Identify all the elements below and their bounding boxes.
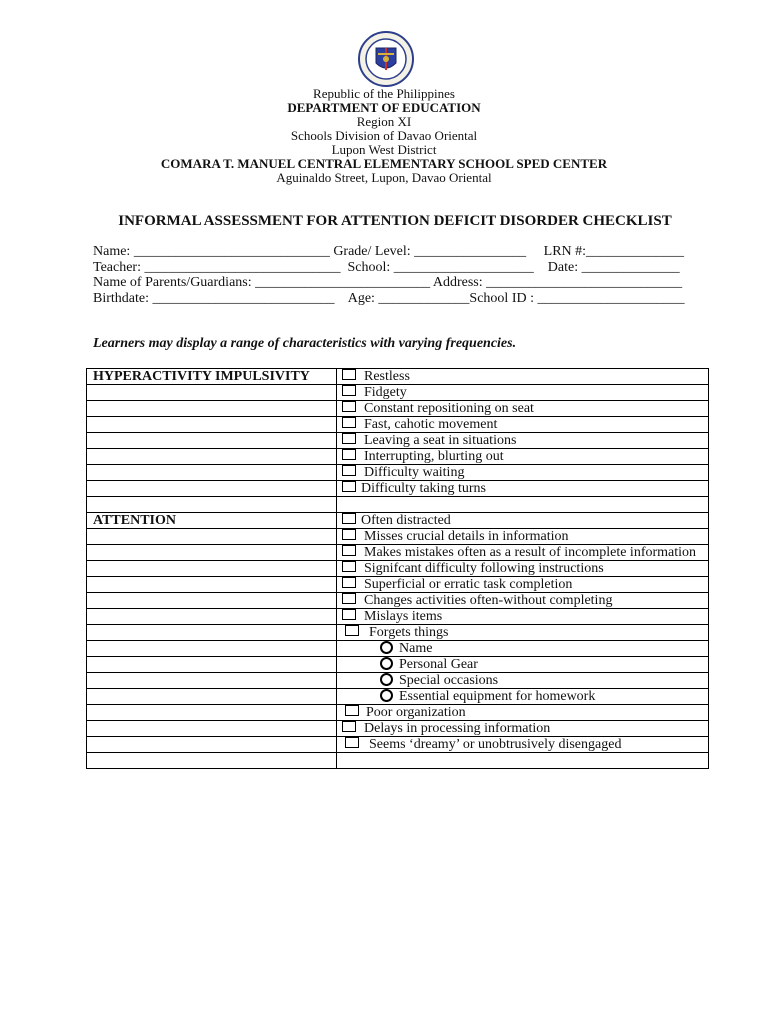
checkbox-icon[interactable] <box>342 545 356 556</box>
checkbox-icon[interactable] <box>342 513 356 524</box>
checkbox-icon[interactable] <box>345 737 359 748</box>
table-row <box>87 433 709 449</box>
teacher-school-date-line[interactable]: Teacher: ____________________________ School: ____________________ Date: ______________ <box>93 259 680 275</box>
checkbox-icon[interactable] <box>342 609 356 620</box>
table-row <box>87 577 709 593</box>
table-row <box>87 545 709 561</box>
checkbox-icon[interactable] <box>342 417 356 428</box>
checkbox-icon[interactable] <box>342 529 356 540</box>
list-item[interactable]: Superficial or erratic task completion <box>337 577 709 593</box>
table-row <box>87 513 709 529</box>
table-row <box>87 401 709 417</box>
deped-seal-logo <box>357 30 415 88</box>
table-row <box>87 497 709 513</box>
region-line: Region XI <box>356 114 412 129</box>
school-name: COMARA T. MANUEL CENTRAL ELEMENTARY SCHOOL SPED CENTER <box>160 156 608 171</box>
checkbox-icon[interactable] <box>342 593 356 604</box>
table-row <box>87 529 709 545</box>
checkbox-icon[interactable] <box>342 385 356 396</box>
checkbox-icon[interactable] <box>342 369 356 380</box>
list-item[interactable]: Fidgety <box>337 385 709 401</box>
sub-list-item[interactable]: Personal Gear <box>337 657 709 673</box>
list-item[interactable]: Constant repositioning on seat <box>337 401 709 417</box>
list-item[interactable]: Signifcant difficulty following instructions <box>337 561 709 577</box>
list-item[interactable]: Restless <box>337 369 709 385</box>
list-item[interactable]: Often distracted <box>337 513 709 529</box>
list-item[interactable]: Makes mistakes often as a result of incomplete information <box>337 545 709 561</box>
checkbox-icon[interactable] <box>342 449 356 460</box>
birthdate-age-schoolid-line[interactable]: Birthdate: __________________________ Age: _____________School ID : _____________________ <box>93 290 685 306</box>
list-item[interactable]: Difficulty waiting <box>337 465 709 481</box>
district-line: Lupon West District <box>331 142 437 157</box>
checkbox-icon[interactable] <box>342 401 356 412</box>
checkbox-icon[interactable] <box>342 561 356 572</box>
table-row <box>87 449 709 465</box>
table-row <box>87 689 709 705</box>
list-item[interactable]: Seems ‘dreamy’ or unobtrusively disengaged <box>337 737 709 753</box>
table-row <box>87 561 709 577</box>
radio-circle-icon[interactable] <box>380 657 393 670</box>
intro-text: Learners may display a range of characteristics with varying frequencies. <box>93 336 517 351</box>
table-row <box>87 673 709 689</box>
document-title: INFORMAL ASSESSMENT FOR ATTENTION DEFICIT DISORDER CHECKLIST <box>118 213 672 229</box>
school-address: Aguinaldo Street, Lupon, Davao Oriental <box>276 170 492 185</box>
list-item[interactable]: Delays in processing information <box>337 721 709 737</box>
table-row <box>87 705 709 721</box>
division-line: Schools Division of Davao Oriental <box>290 128 478 143</box>
department-line: DEPARTMENT OF EDUCATION <box>287 100 481 115</box>
table-row <box>87 657 709 673</box>
list-item[interactable]: Poor organization <box>337 705 709 721</box>
category-hyperactivity: HYPERACTIVITY IMPULSIVITY <box>87 369 337 385</box>
list-item[interactable]: Difficulty taking turns <box>337 481 709 497</box>
list-item[interactable]: Fast, cahotic movement <box>337 417 709 433</box>
list-item[interactable]: Forgets things <box>337 625 709 641</box>
letterhead <box>0 87 768 185</box>
republic-line: Republic of the Philippines <box>313 86 455 101</box>
radio-circle-icon[interactable] <box>380 689 393 702</box>
list-item[interactable]: Misses crucial details in information <box>337 529 709 545</box>
sub-list-item[interactable]: Essential equipment for homework <box>337 689 709 705</box>
list-item[interactable]: Mislays items <box>337 609 709 625</box>
table-row <box>87 721 709 737</box>
sub-list-item[interactable]: Special occasions <box>337 673 709 689</box>
sub-list-item[interactable]: Name <box>337 641 709 657</box>
radio-circle-icon[interactable] <box>380 641 393 654</box>
table-row <box>87 481 709 497</box>
checklist-table <box>86 368 709 769</box>
table-row <box>87 737 709 753</box>
checkbox-icon[interactable] <box>342 721 356 732</box>
table-row <box>87 641 709 657</box>
table-row <box>87 465 709 481</box>
parents-address-line[interactable]: Name of Parents/Guardians: _________________________ Address: ____________________________ <box>93 275 683 290</box>
list-item[interactable]: Changes activities often-without completing <box>337 593 709 609</box>
table-row <box>87 385 709 401</box>
table-row <box>87 369 709 385</box>
name-grade-lrn-line[interactable]: Name: ____________________________ Grade/ Level: ________________ LRN #:______________ <box>93 244 685 259</box>
table-row <box>87 417 709 433</box>
table-row <box>87 753 709 769</box>
list-item[interactable]: Leaving a seat in situations <box>337 433 709 449</box>
list-item[interactable]: Interrupting, blurting out <box>337 449 709 465</box>
checkbox-icon[interactable] <box>342 481 356 492</box>
checkbox-icon[interactable] <box>342 577 356 588</box>
checkbox-icon[interactable] <box>342 465 356 476</box>
radio-circle-icon[interactable] <box>380 673 393 686</box>
table-row <box>87 609 709 625</box>
category-attention: ATTENTION <box>87 513 337 529</box>
checkbox-icon[interactable] <box>342 433 356 444</box>
checkbox-icon[interactable] <box>345 705 359 716</box>
learner-info-fields <box>93 244 733 306</box>
table-row <box>87 593 709 609</box>
table-row <box>87 625 709 641</box>
checkbox-icon[interactable] <box>345 625 359 636</box>
